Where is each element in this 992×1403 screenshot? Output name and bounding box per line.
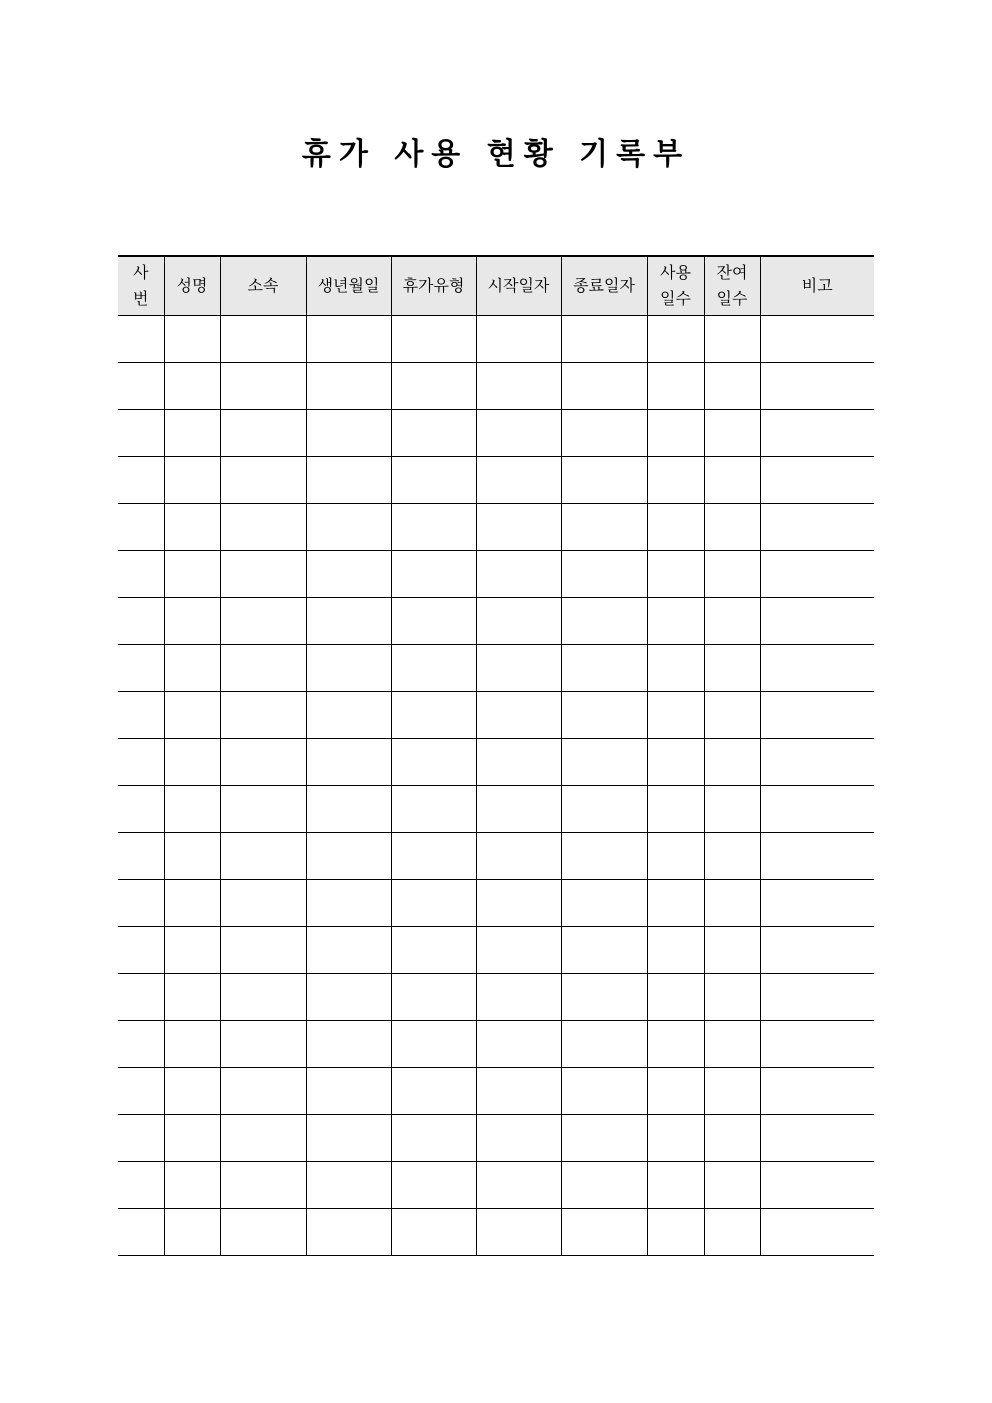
table-cell[interactable] — [306, 738, 391, 785]
table-cell[interactable] — [561, 409, 647, 456]
table-row — [118, 1114, 874, 1161]
table-cell[interactable] — [704, 738, 760, 785]
table-cell[interactable] — [391, 456, 476, 503]
table-row — [118, 1067, 874, 1114]
table-cell[interactable] — [760, 785, 874, 832]
table-cell[interactable] — [476, 1020, 561, 1067]
table-header-row — [118, 256, 874, 315]
employee-id-header — [118, 256, 164, 315]
header-label: 시작일자 — [487, 275, 550, 295]
table-row — [118, 738, 874, 785]
table-cell[interactable] — [476, 1208, 561, 1255]
table-cell[interactable] — [760, 503, 874, 550]
table-cell[interactable] — [476, 550, 561, 597]
table-cell[interactable] — [647, 456, 704, 503]
table-cell[interactable] — [306, 409, 391, 456]
table-cell[interactable] — [647, 409, 704, 456]
table-cell[interactable] — [704, 785, 760, 832]
table-cell[interactable] — [647, 1067, 704, 1114]
table-cell[interactable] — [118, 879, 164, 926]
table-cell[interactable] — [391, 1161, 476, 1208]
table-cell[interactable] — [220, 409, 306, 456]
table-cell[interactable] — [704, 1067, 760, 1114]
table-row — [118, 315, 874, 362]
table-cell[interactable] — [306, 550, 391, 597]
table-cell[interactable] — [220, 362, 306, 409]
table-cell[interactable] — [647, 973, 704, 1020]
table-cell[interactable] — [306, 1114, 391, 1161]
table-cell[interactable] — [647, 926, 704, 973]
table-cell[interactable] — [164, 597, 220, 644]
table-cell[interactable] — [118, 973, 164, 1020]
table-row — [118, 644, 874, 691]
table-cell[interactable] — [391, 973, 476, 1020]
table-cell[interactable] — [306, 926, 391, 973]
table-row — [118, 973, 874, 1020]
table-cell[interactable] — [118, 926, 164, 973]
table-cell[interactable] — [704, 1208, 760, 1255]
table-cell[interactable] — [760, 832, 874, 879]
table-cell[interactable] — [306, 973, 391, 1020]
table-cell[interactable] — [561, 926, 647, 973]
table-cell[interactable] — [391, 926, 476, 973]
name-header — [164, 256, 220, 315]
header-label: 비고 — [801, 275, 833, 295]
table-cell[interactable] — [760, 1067, 874, 1114]
table-cell[interactable] — [561, 1020, 647, 1067]
table-row — [118, 456, 874, 503]
table-cell[interactable] — [164, 315, 220, 362]
table-cell[interactable] — [306, 456, 391, 503]
table-cell[interactable] — [306, 1067, 391, 1114]
table-cell[interactable] — [391, 832, 476, 879]
table-cell[interactable] — [561, 597, 647, 644]
table-row — [118, 926, 874, 973]
table-cell[interactable] — [164, 832, 220, 879]
header-label: 종료일자 — [573, 275, 635, 295]
table-cell[interactable] — [561, 738, 647, 785]
table-cell[interactable] — [391, 1020, 476, 1067]
table-row — [118, 785, 874, 832]
table-cell[interactable] — [704, 926, 760, 973]
remarks-header — [760, 256, 874, 315]
table-cell[interactable] — [306, 597, 391, 644]
table-body — [118, 315, 874, 1255]
table-cell[interactable] — [647, 691, 704, 738]
table-cell[interactable] — [306, 644, 391, 691]
table-cell[interactable] — [647, 644, 704, 691]
table-cell[interactable] — [704, 550, 760, 597]
table-cell[interactable] — [220, 973, 306, 1020]
table-cell[interactable] — [476, 691, 561, 738]
table-cell[interactable] — [164, 503, 220, 550]
table-cell[interactable] — [220, 550, 306, 597]
table-cell[interactable] — [647, 832, 704, 879]
table-row — [118, 1161, 874, 1208]
table-row — [118, 691, 874, 738]
table-cell[interactable] — [306, 503, 391, 550]
header-label: 사용 — [660, 262, 691, 282]
table-cell[interactable] — [760, 456, 874, 503]
table-cell[interactable] — [306, 1208, 391, 1255]
table-cell[interactable] — [561, 315, 647, 362]
table-cell[interactable] — [164, 644, 220, 691]
table-cell[interactable] — [391, 691, 476, 738]
table-cell[interactable] — [391, 550, 476, 597]
table-cell[interactable] — [476, 832, 561, 879]
table-cell[interactable] — [561, 1114, 647, 1161]
table-cell[interactable] — [561, 879, 647, 926]
table-cell[interactable] — [220, 1161, 306, 1208]
header-label: 생년월일 — [317, 275, 380, 295]
table-cell[interactable] — [118, 785, 164, 832]
table-cell[interactable] — [220, 832, 306, 879]
table-cell[interactable] — [476, 597, 561, 644]
table-cell[interactable] — [118, 832, 164, 879]
table-row — [118, 409, 874, 456]
header-label: 휴가유형 — [402, 275, 465, 295]
table-cell[interactable] — [220, 1067, 306, 1114]
table-row — [118, 550, 874, 597]
table-cell[interactable] — [704, 1020, 760, 1067]
table-cell[interactable] — [476, 1114, 561, 1161]
page-title: 휴가 사용 현황 기록부 — [301, 137, 691, 172]
table-cell[interactable] — [760, 644, 874, 691]
table-cell[interactable] — [306, 1020, 391, 1067]
table-cell[interactable] — [220, 926, 306, 973]
table-cell[interactable] — [118, 456, 164, 503]
table-cell[interactable] — [561, 550, 647, 597]
table-cell[interactable] — [391, 1067, 476, 1114]
table-cell[interactable] — [647, 1208, 704, 1255]
table-cell[interactable] — [647, 785, 704, 832]
leave-record-table — [118, 255, 874, 1256]
table-cell[interactable] — [760, 691, 874, 738]
table-cell[interactable] — [647, 597, 704, 644]
table-cell[interactable] — [220, 738, 306, 785]
table-cell[interactable] — [164, 785, 220, 832]
table-cell[interactable] — [647, 1020, 704, 1067]
table-cell[interactable] — [164, 550, 220, 597]
table-cell[interactable] — [164, 1114, 220, 1161]
table-cell[interactable] — [391, 409, 476, 456]
table-cell[interactable] — [306, 315, 391, 362]
table-cell[interactable] — [306, 879, 391, 926]
table-row — [118, 1020, 874, 1067]
table-cell[interactable] — [704, 832, 760, 879]
table-cell[interactable] — [391, 738, 476, 785]
table-cell[interactable] — [476, 456, 561, 503]
table-cell[interactable] — [118, 1067, 164, 1114]
leave-type-header — [391, 256, 476, 315]
table-cell[interactable] — [118, 1208, 164, 1255]
table-cell[interactable] — [704, 1161, 760, 1208]
table-cell[interactable] — [704, 1114, 760, 1161]
table-cell[interactable] — [561, 503, 647, 550]
table-cell[interactable] — [476, 879, 561, 926]
table-cell[interactable] — [391, 644, 476, 691]
table-cell[interactable] — [118, 1020, 164, 1067]
table-cell[interactable] — [760, 550, 874, 597]
table-cell[interactable] — [164, 1020, 220, 1067]
table-cell[interactable] — [760, 409, 874, 456]
table-cell[interactable] — [704, 362, 760, 409]
table-cell[interactable] — [118, 1114, 164, 1161]
table-cell[interactable] — [760, 1020, 874, 1067]
table-cell[interactable] — [561, 1161, 647, 1208]
table-cell[interactable] — [306, 785, 391, 832]
table-cell[interactable] — [476, 785, 561, 832]
table-cell[interactable] — [220, 1208, 306, 1255]
table-cell[interactable] — [561, 456, 647, 503]
table-cell[interactable] — [391, 1114, 476, 1161]
table-cell[interactable] — [220, 644, 306, 691]
table-cell[interactable] — [118, 315, 164, 362]
table-cell[interactable] — [704, 973, 760, 1020]
table-cell[interactable] — [118, 644, 164, 691]
table-cell[interactable] — [647, 1161, 704, 1208]
table-cell[interactable] — [391, 597, 476, 644]
table-cell[interactable] — [760, 738, 874, 785]
table-cell[interactable] — [476, 1161, 561, 1208]
header-label: 번 — [133, 288, 149, 308]
table-cell[interactable] — [647, 315, 704, 362]
header-label: 일수 — [716, 288, 748, 308]
table-cell[interactable] — [704, 644, 760, 691]
table-cell[interactable] — [118, 1161, 164, 1208]
table-cell[interactable] — [306, 362, 391, 409]
table-cell[interactable] — [118, 691, 164, 738]
table-cell[interactable] — [306, 1161, 391, 1208]
table-cell[interactable] — [647, 362, 704, 409]
table-cell[interactable] — [760, 973, 874, 1020]
table-cell[interactable] — [118, 362, 164, 409]
table-cell[interactable] — [760, 1114, 874, 1161]
table-cell[interactable] — [647, 503, 704, 550]
table-cell[interactable] — [306, 691, 391, 738]
table-cell[interactable] — [164, 1067, 220, 1114]
table-row — [118, 503, 874, 550]
table-cell[interactable] — [760, 315, 874, 362]
table-cell[interactable] — [118, 597, 164, 644]
table-cell[interactable] — [704, 503, 760, 550]
table-cell[interactable] — [391, 1208, 476, 1255]
table-cell[interactable] — [164, 1208, 220, 1255]
header-label: 사 — [133, 262, 149, 282]
table-cell[interactable] — [561, 785, 647, 832]
table-cell[interactable] — [760, 362, 874, 409]
table-cell[interactable] — [476, 738, 561, 785]
end-date-header — [561, 256, 647, 315]
table-cell[interactable] — [476, 503, 561, 550]
table-cell[interactable] — [391, 362, 476, 409]
table-cell[interactable] — [760, 1161, 874, 1208]
header-label: 성명 — [176, 275, 208, 295]
table-cell[interactable] — [476, 315, 561, 362]
table-cell[interactable] — [220, 785, 306, 832]
table-cell[interactable] — [760, 879, 874, 926]
table-cell[interactable] — [476, 973, 561, 1020]
table-cell[interactable] — [391, 503, 476, 550]
table-cell[interactable] — [704, 315, 760, 362]
table-cell[interactable] — [561, 832, 647, 879]
table-cell[interactable] — [164, 973, 220, 1020]
table-cell[interactable] — [760, 1208, 874, 1255]
table-row — [118, 597, 874, 644]
table-cell[interactable] — [391, 879, 476, 926]
table-cell[interactable] — [476, 1067, 561, 1114]
table-cell[interactable] — [647, 738, 704, 785]
table-row — [118, 832, 874, 879]
table-cell[interactable] — [220, 1114, 306, 1161]
table-cell[interactable] — [561, 1067, 647, 1114]
table-cell[interactable] — [704, 597, 760, 644]
birth-date-header — [306, 256, 391, 315]
table-cell[interactable] — [647, 550, 704, 597]
table-cell[interactable] — [476, 409, 561, 456]
table-row — [118, 879, 874, 926]
table-cell[interactable] — [164, 879, 220, 926]
table-cell[interactable] — [220, 315, 306, 362]
table-cell[interactable] — [220, 503, 306, 550]
table-cell[interactable] — [118, 409, 164, 456]
table-cell[interactable] — [476, 362, 561, 409]
table-cell[interactable] — [760, 597, 874, 644]
table-cell[interactable] — [704, 879, 760, 926]
header-label: 일수 — [660, 288, 691, 308]
table-cell[interactable] — [164, 456, 220, 503]
table-cell[interactable] — [391, 785, 476, 832]
table-cell[interactable] — [647, 1114, 704, 1161]
table-cell[interactable] — [704, 456, 760, 503]
start-date-header — [476, 256, 561, 315]
table-cell[interactable] — [164, 362, 220, 409]
used-days-header — [647, 256, 704, 315]
table-cell[interactable] — [647, 879, 704, 926]
table-row — [118, 362, 874, 409]
table-cell[interactable] — [561, 973, 647, 1020]
table-cell[interactable] — [476, 926, 561, 973]
table-cell[interactable] — [561, 362, 647, 409]
table-cell[interactable] — [220, 691, 306, 738]
table-cell[interactable] — [760, 926, 874, 973]
table-cell[interactable] — [164, 409, 220, 456]
table-cell[interactable] — [306, 832, 391, 879]
table-cell[interactable] — [164, 1161, 220, 1208]
header-label: 소속 — [247, 275, 279, 295]
table-cell[interactable] — [220, 1020, 306, 1067]
remaining-days-header — [704, 256, 760, 315]
table-cell[interactable] — [561, 691, 647, 738]
table-cell[interactable] — [391, 315, 476, 362]
table-cell[interactable] — [118, 550, 164, 597]
table-cell[interactable] — [220, 597, 306, 644]
table-cell[interactable] — [561, 1208, 647, 1255]
table-cell[interactable] — [118, 738, 164, 785]
table-cell[interactable] — [118, 503, 164, 550]
table-cell[interactable] — [561, 644, 647, 691]
table-cell[interactable] — [476, 644, 561, 691]
header-label: 잔여 — [716, 262, 748, 282]
table-cell[interactable] — [220, 456, 306, 503]
table-cell[interactable] — [164, 926, 220, 973]
table-cell[interactable] — [220, 879, 306, 926]
department-header — [220, 256, 306, 315]
table-cell[interactable] — [704, 691, 760, 738]
table-cell[interactable] — [704, 409, 760, 456]
table-cell[interactable] — [164, 691, 220, 738]
table-cell[interactable] — [164, 738, 220, 785]
table-row — [118, 1208, 874, 1255]
